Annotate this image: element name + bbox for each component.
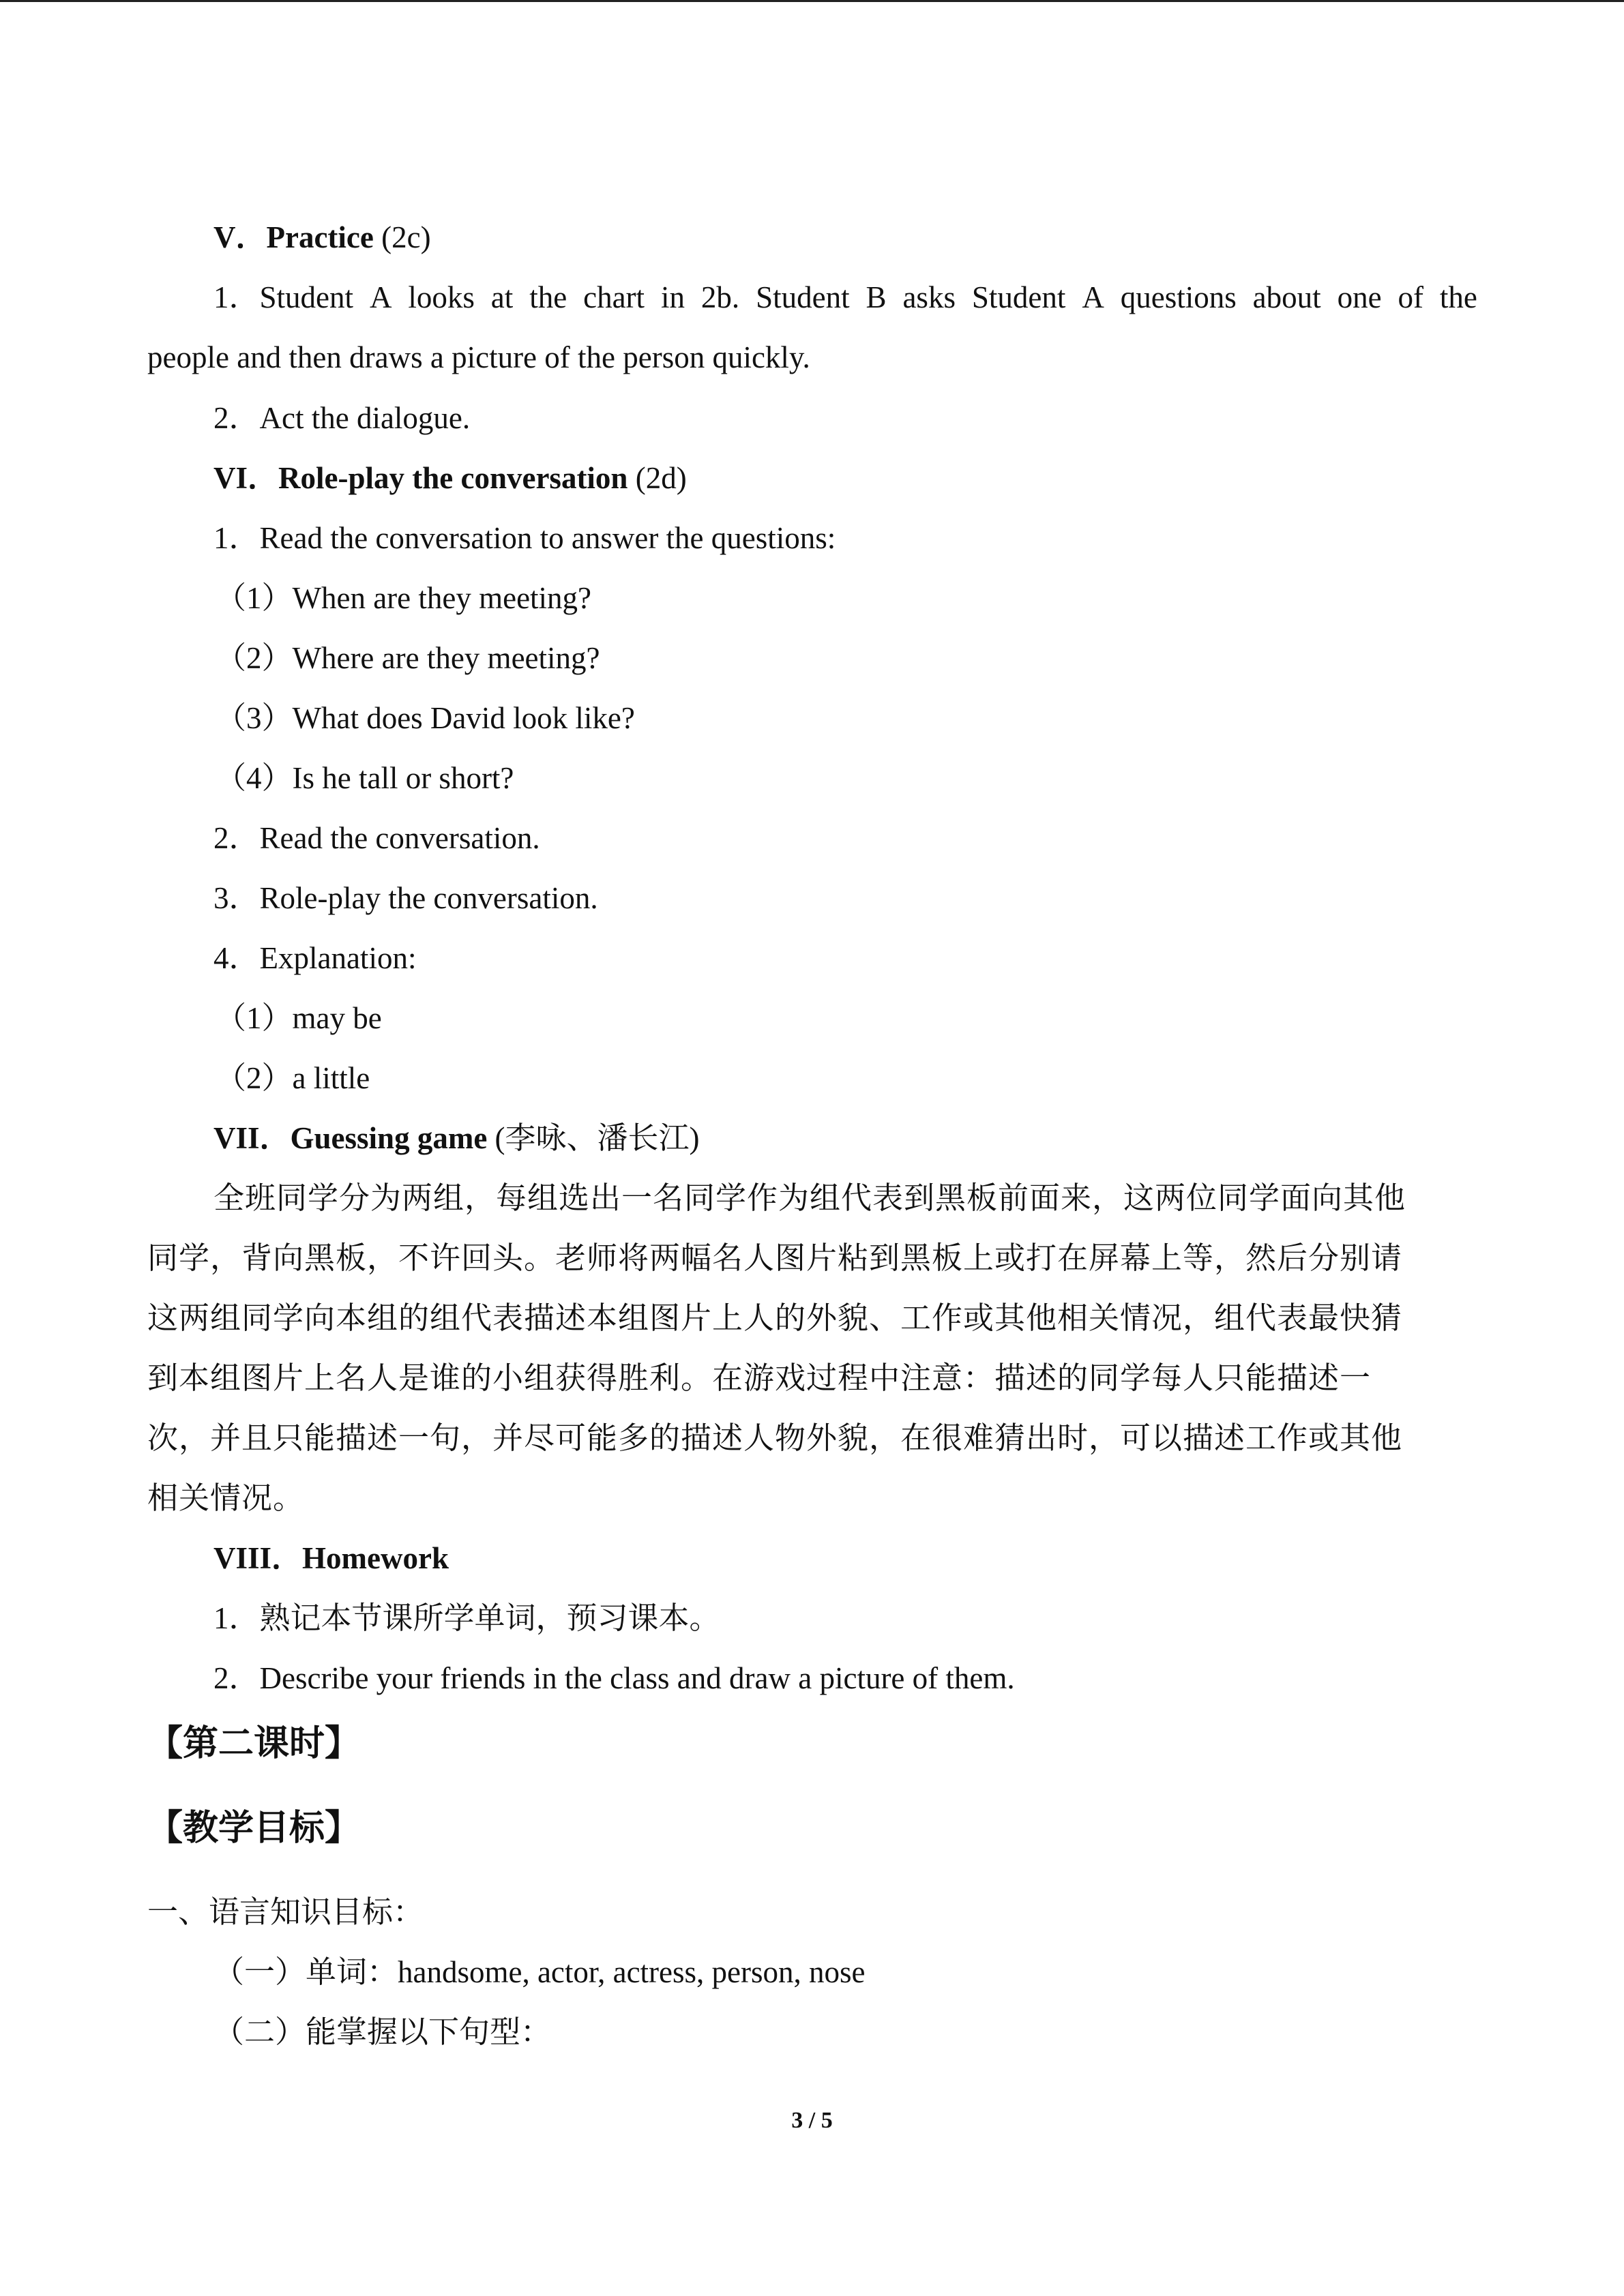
- justified-word: B: [866, 280, 887, 314]
- justified-word: A: [369, 280, 392, 314]
- section-v-heading: [213, 217, 431, 258]
- explanation-1: （1）may be: [216, 1001, 382, 1035]
- section-viii-title: Homework: [302, 1541, 449, 1575]
- section-vi-item3: 3．Role-play the conversation.: [213, 881, 598, 915]
- section-viii-item1: 1．熟记本节课所学单词，预习课本。: [213, 1601, 720, 1635]
- section-vi-number: VI．: [213, 461, 279, 495]
- justified-word: questions: [1120, 280, 1237, 314]
- section-v-item2: 2．Act the dialogue.: [213, 401, 471, 435]
- justified-word: asks: [902, 280, 956, 314]
- question-3: （3）What does David look like?: [216, 701, 635, 735]
- justified-word: 1．Student: [213, 280, 354, 314]
- justified-word: the: [529, 280, 567, 314]
- section-vii-tag: (李咏、潘长江): [487, 1121, 700, 1155]
- goal-1-sentence-patterns: （二）能掌握以下句型：: [213, 2015, 552, 2049]
- justified-word: looks: [408, 280, 475, 314]
- section-v-tag: (2c): [373, 220, 431, 254]
- teaching-goals-heading: 【教学目标】: [147, 1808, 361, 1849]
- section-viii-item2: 2．Describe your friends in the class and draw a picture of them.: [213, 1661, 1015, 1695]
- question-4: （4）Is he tall or short?: [216, 761, 514, 795]
- page-number: 3 / 5: [791, 2108, 833, 2133]
- section-v-number: V．: [213, 220, 267, 254]
- question-1: （1）When are they meeting?: [216, 581, 592, 615]
- section-vi-item4: 4．Explanation:: [213, 941, 417, 975]
- justified-word: in: [660, 280, 685, 314]
- justified-word: one: [1337, 280, 1382, 314]
- justified-word: Student: [756, 280, 850, 314]
- section-vii-para-line2: 同学，背向黑板，不许回头。老师将两幅名人图片粘到黑板上或打在屏幕上等，然后分别请: [147, 1241, 1403, 1275]
- justified-word: of: [1398, 280, 1423, 314]
- goal-1-vocabulary: （一）单词：handsome, actor, actress, person, nose: [213, 1955, 866, 1989]
- section-vi-title: Role-play the conversation: [278, 461, 628, 495]
- section-vi-tag: (2d): [628, 461, 687, 495]
- section-vii-para-line4: 到本组图片上名人是谁的小组获得胜利。在游戏过程中注意：描述的同学每人只能描述一: [147, 1361, 1372, 1395]
- section-viii-heading: [213, 1538, 449, 1579]
- section-vii-para-line1: 全班同学分为两组，每组选出一名同学作为组代表到黑板前面来，这两位同学面向其他: [213, 1181, 1406, 1215]
- section-v-item1-line1: [213, 277, 1477, 318]
- section-vii-title: Guessing game: [290, 1121, 488, 1155]
- section-vii-number: VII．: [213, 1121, 291, 1155]
- justified-word: Student: [971, 280, 1066, 314]
- question-2: （2）Where are they meeting?: [216, 641, 600, 675]
- goal-1-heading: 一、语言知识目标：: [147, 1895, 424, 1929]
- section-vi-item2: 2．Read the conversation.: [213, 821, 540, 855]
- section-vii-para-line5: 次，并且只能描述一句，并尽可能多的描述人物外貌，在很难猜出时，可以描述工作或其他: [147, 1421, 1403, 1455]
- justified-word: 2b.: [700, 280, 740, 314]
- justified-word: A: [1082, 280, 1104, 314]
- justified-word: at: [490, 280, 514, 314]
- lesson-2-heading: 【第二课时】: [147, 1723, 361, 1764]
- section-vii-para-line3: 这两组同学向本组的组代表描述本组图片上人的外貌、工作或其他相关情况，组代表最快猜: [147, 1301, 1403, 1335]
- justified-word: about: [1252, 280, 1321, 314]
- explanation-2: （2）a little: [216, 1061, 370, 1095]
- section-viii-number: VIII．: [213, 1541, 303, 1575]
- section-v-title: Practice: [266, 220, 374, 254]
- section-vii-para-line6: 相关情况。: [147, 1481, 305, 1515]
- section-vi-item1: 1．Read the conversation to answer the questions:: [213, 521, 836, 555]
- justified-word: the: [1439, 280, 1477, 314]
- section-vii-heading: [213, 1118, 700, 1159]
- justified-word: chart: [583, 280, 645, 314]
- section-vi-heading: [213, 458, 687, 498]
- section-v-item1-line2: people and then draws a picture of the person quickly.: [147, 340, 810, 374]
